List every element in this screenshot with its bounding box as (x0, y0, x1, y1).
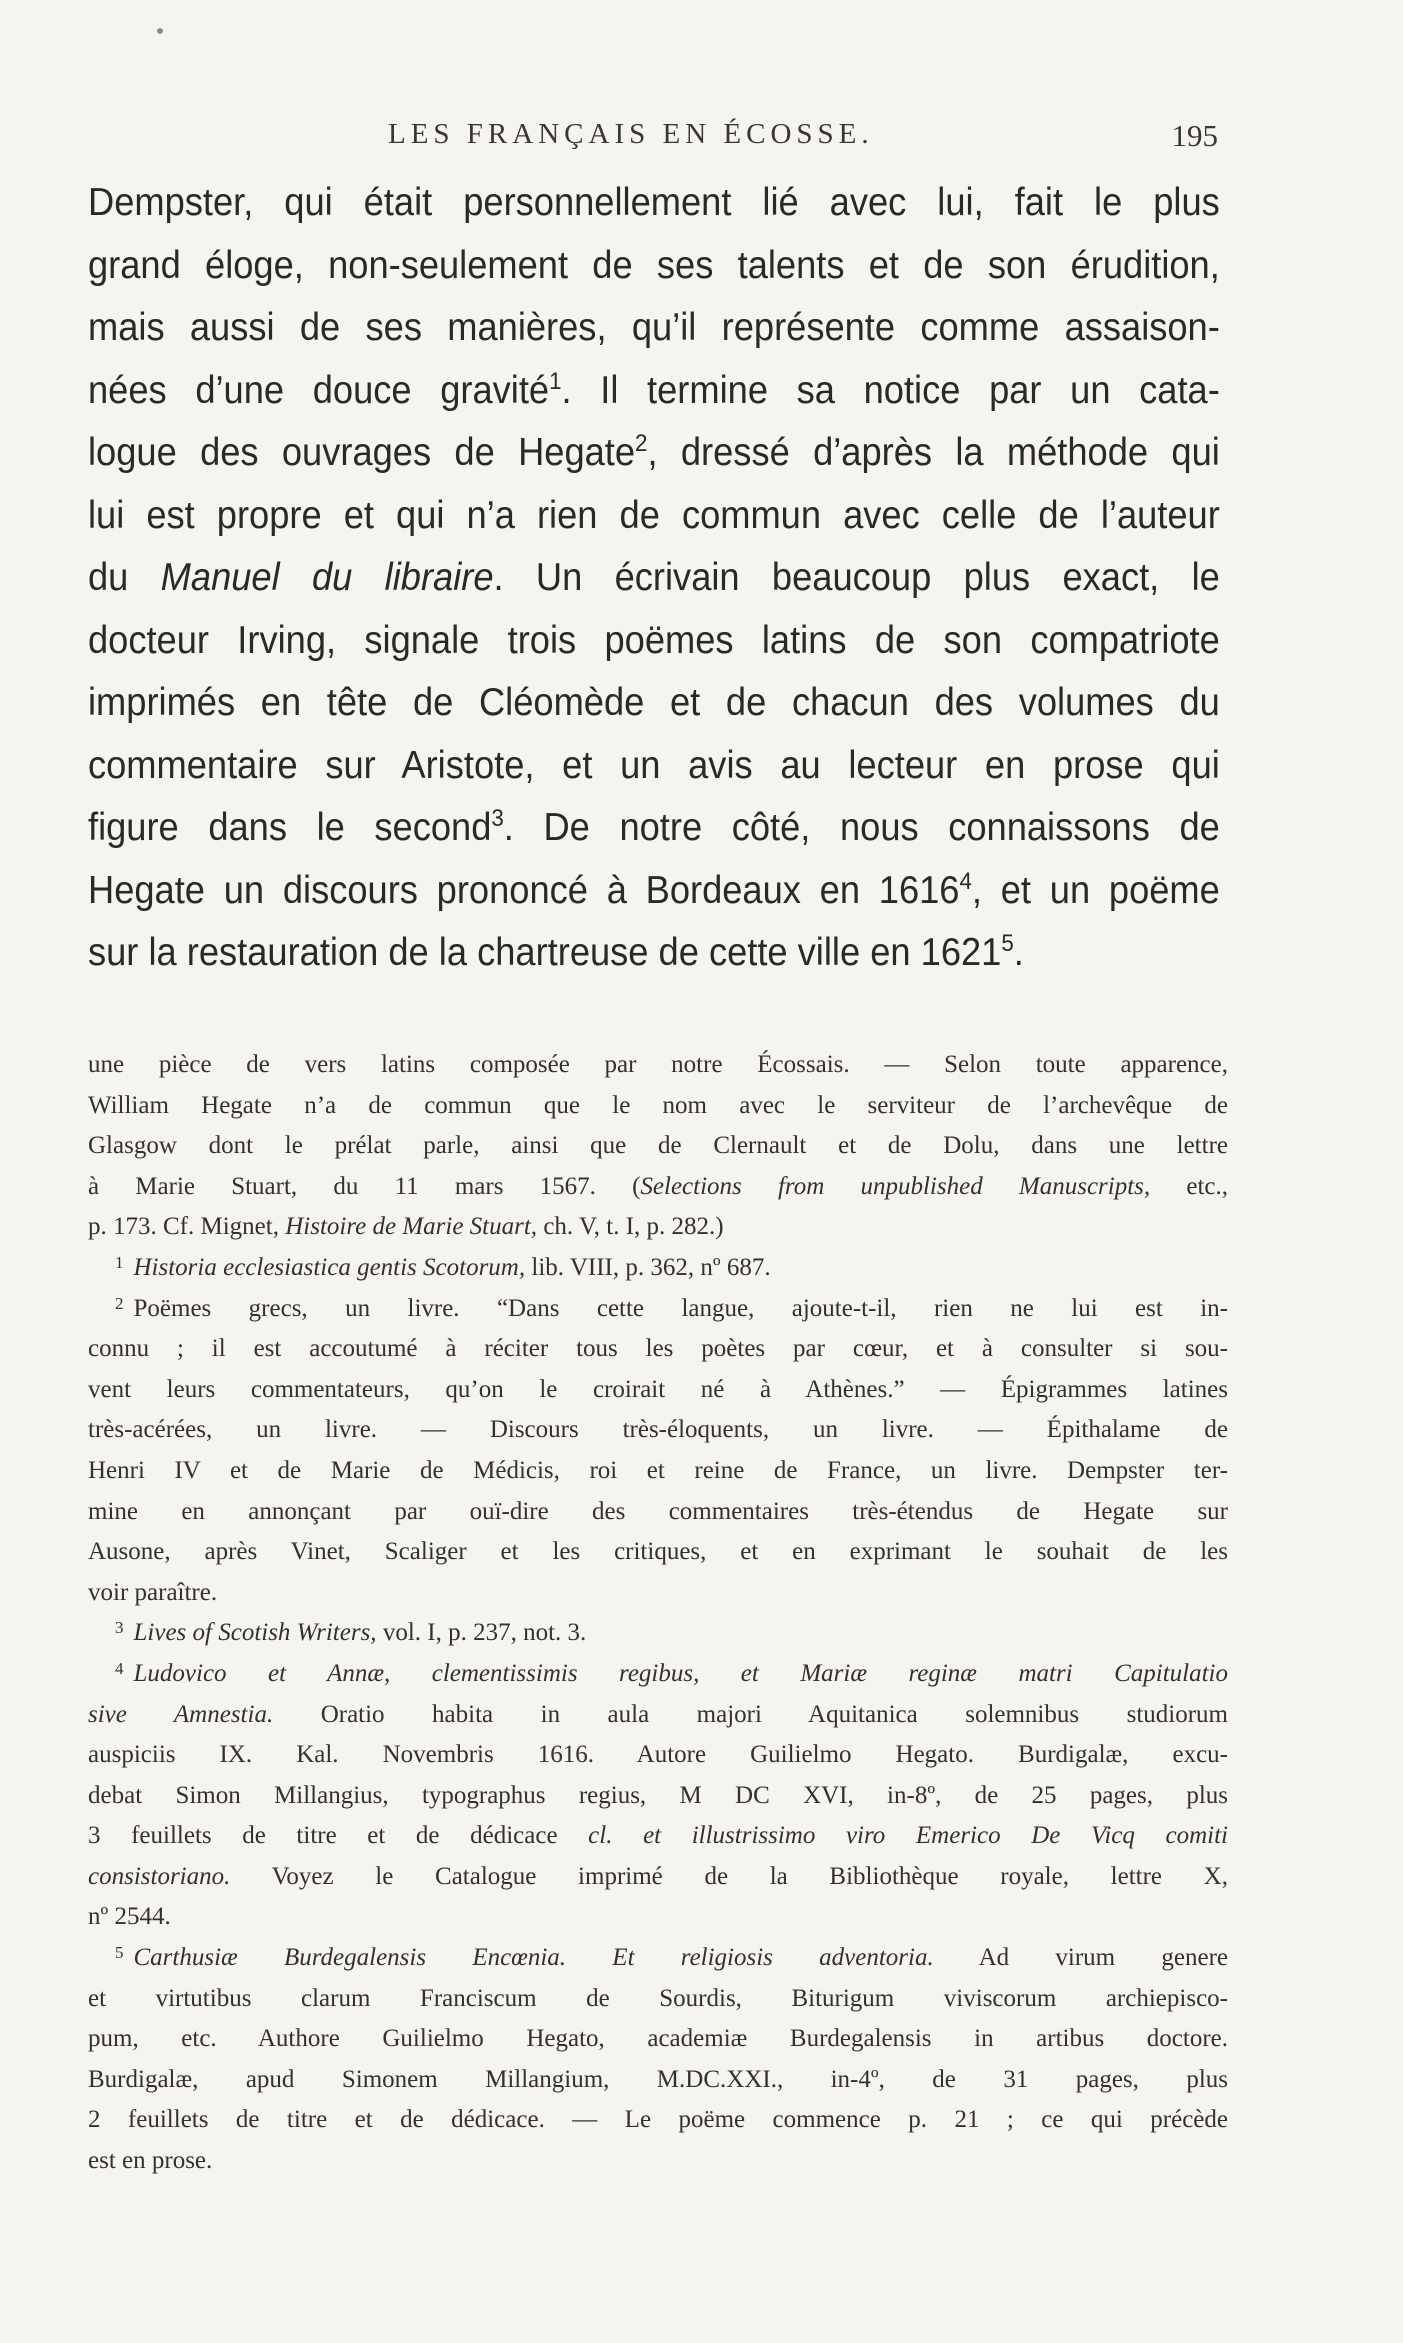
footnote-5-text-1: Ad virum genere (933, 1944, 1228, 1972)
note-continued-4-a: à Marie Stuart, du 11 mars 1567. ( (88, 1172, 641, 1200)
page-number: 195 (1171, 118, 1218, 153)
page-header (88, 118, 1218, 158)
main-paragraph (88, 172, 1220, 985)
footnote-4-italic-1: Ludovico et Annæ, clementissimis regibus, et Mariæ reginæ matri Capitulatio (133, 1659, 1228, 1687)
body-line-13-b: . (1013, 931, 1024, 974)
footnote-2-line-7: Ausone, après Vinet, Scaliger et les critiques, et en exprimant le souhait de les (88, 1538, 1228, 1566)
note-continued-4-italic: Selections from unpublished Manuscripts, (640, 1172, 1151, 1200)
footnote-1-italic: Historia ecclesiastica gentis Scotorum, (133, 1253, 526, 1281)
body-line-12 (88, 860, 1220, 923)
note-continued-5-b: ch. V, t. I, p. 282.) (537, 1213, 724, 1241)
body-line-2: grand éloge, non-seulement de ses talents et de son érudition, (88, 243, 1220, 287)
body-line-5-a: logue des ouvrages de Hegate (88, 431, 636, 474)
body-line-11-b: . De notre côté, nous connaissons de (503, 806, 1220, 849)
footnote-4-text-6: Voyez le Catalogue imprimé de la Bibliothèque royale, lettre X, (230, 1862, 1228, 1890)
body-line-1: Dempster, qui était personnellement lié avec lui, fait le plus (88, 181, 1220, 224)
footnote-5-italic: Carthusiæ Burdegalensis Encœnia. Et religiosis adventoria. (133, 1944, 934, 1972)
footnote-4-text-5: 3 feuillets de titre et de dédicace (88, 1822, 589, 1850)
body-line-3: mais aussi de ses manières, qu’il représente comme assaison- (88, 306, 1220, 349)
footnote-4-number: 4 (115, 1658, 124, 1678)
note-continued-line-5 (88, 1207, 1228, 1248)
body-line-5-b: , dressé d’après la méthode qui (647, 431, 1220, 474)
footnotes (88, 1045, 1228, 2182)
body-line-10: commentaire sur Aristote, et un avis au lecteur en prose qui (88, 743, 1220, 787)
note-continued-line-1: une pièce de vers latins composée par notre Écossais. — Selon toute apparence, (88, 1051, 1228, 1078)
body-line-7 (88, 547, 1220, 610)
body-line-4-a: nées d’une douce gravité (88, 368, 550, 412)
footnote-2-number: 2 (115, 1293, 124, 1313)
footnote-2-line-5: Henri IV et de Marie de Médicis, roi et reine de France, un livre. Dempster ter- (88, 1456, 1228, 1484)
footnote-4-line-4: debat Simon Millangius, typographus regius, M DC XVI, in-8º, de 25 pages, plus (88, 1781, 1228, 1809)
footnote-2-line-8: voir paraître. (88, 1578, 218, 1606)
footnote-3-italic: Lives of Scotish Writers, (133, 1619, 377, 1647)
footnote-5-line-4: Burdigalæ, apud Simonem Millangium, M.DC.XXI., in-4º, de 31 pages, plus (88, 2065, 1228, 2093)
footnote-2-line-2: connu ; il est accoutumé à réciter tous les poètes par cœur, et à consulter si sou- (88, 1335, 1228, 1363)
note-continued-5-a: p. 173. Cf. Mignet, (88, 1213, 286, 1241)
footnote-4-text-2: Oratio habita in aula majori Aquitanica solemnibus studiorum (273, 1700, 1228, 1728)
footnote-1-text: lib. VIII, p. 362, nº 687. (525, 1253, 771, 1281)
footnote-2-text-1: Poëmes grecs, un livre. “Dans cette langue, ajoute-t-il, rien ne lui est in- (133, 1294, 1228, 1322)
note-continued-line-2: William Hegate n’a de commun que le nom avec le serviteur de l’archevêque de (88, 1091, 1228, 1119)
body-line-13-a: sur la restauration de la chartreuse de cette ville en 1621 (88, 931, 1002, 974)
footnote-5-number: 5 (115, 1943, 124, 1963)
footnote-4-line-1 (88, 1654, 1228, 1695)
note-continued-4-b: etc., (1150, 1172, 1228, 1200)
body-line-11 (88, 797, 1220, 860)
footnote-4-italic-5: cl. et illustrissimo viro Emerico De Vicq comiti (588, 1822, 1228, 1850)
footnote-ref-1: 1 (549, 367, 562, 395)
body-line-5 (88, 422, 1220, 485)
paper-speck (157, 28, 163, 34)
footnote-4-line-2 (88, 1695, 1228, 1736)
footnote-5-line-6: est en prose. (88, 2147, 213, 2175)
body-line-12-b: , et un poëme (971, 868, 1220, 912)
body-line-7-a: du (88, 556, 161, 599)
footnote-3-number: 3 (115, 1618, 124, 1638)
footnote-1-number: 1 (115, 1252, 124, 1272)
footnote-4-line-7: nº 2544. (88, 1903, 171, 1931)
footnote-2-line-1 (88, 1289, 1228, 1330)
book-title-manuel: Manuel du libraire (160, 556, 494, 599)
footnote-5-line-5: 2 feuillets de titre et de dédicace. — Le poëme commence p. 21 ; ce qui précède (88, 2106, 1228, 2134)
footnote-4-line-5 (88, 1816, 1228, 1857)
body-line-9: imprimés en tête de Cléomède et de chacun des volumes du (88, 681, 1220, 724)
footnote-2-line-4: très-acérées, un livre. — Discours très-éloquents, un livre. — Épithalame de (88, 1416, 1228, 1444)
footnote-4-line-6 (88, 1857, 1228, 1898)
body-line-13 (88, 922, 1220, 985)
body-line-4-b: . Il termine sa notice par un cata- (561, 368, 1220, 412)
footnote-2-line-6: mine en annonçant par ouï-dire des commentaires très-étendus de Hegate sur (88, 1497, 1228, 1525)
footnote-3 (88, 1613, 1228, 1654)
footnote-5-line-1 (88, 1938, 1228, 1979)
footnote-4-italic-2: sive Amnestia. (88, 1700, 274, 1728)
footnote-2-line-3: vent leurs commentateurs, qu’on le croirait né à Athènes.” — Épigrammes latines (88, 1375, 1228, 1403)
body-line-8: docteur Irving, signale trois poëmes latins de son compatriote (88, 618, 1220, 662)
running-title: LES FRANÇAIS EN ÉCOSSE. (388, 118, 874, 150)
footnote-4-italic-6: consistoriano. (88, 1862, 231, 1890)
footnote-ref-5: 5 (1001, 930, 1014, 957)
note-continued-5-italic: Histoire de Marie Stuart, (285, 1213, 538, 1241)
footnote-ref-4: 4 (959, 867, 972, 895)
body-line-6: lui est propre et qui n’a rien de commun avec celle de l’auteur (88, 493, 1220, 537)
footnote-1 (88, 1248, 1228, 1289)
body-line-7-b: . Un écrivain beaucoup plus exact, le (493, 556, 1220, 599)
footnote-4-line-3: auspiciis IX. Kal. Novembris 1616. Autore Guilielmo Hegato. Burdigalæ, excu- (88, 1741, 1228, 1769)
footnote-ref-2: 2 (635, 430, 648, 457)
body-line-4 (88, 360, 1220, 423)
note-continued-line-3: Glasgow dont le prélat parle, ainsi que de Clernault et de Dolu, dans une lettre (88, 1132, 1228, 1160)
note-continued-line-4 (88, 1167, 1228, 1208)
footnote-ref-3: 3 (491, 805, 504, 832)
footnote-5-line-2: et virtutibus clarum Franciscum de Sourdis, Biturigum viviscorum archiepisco- (88, 1984, 1228, 2012)
footnote-5-line-3: pum, etc. Authore Guilielmo Hegato, academiæ Burdegalensis in artibus doctore. (88, 2025, 1228, 2053)
body-line-12-a: Hegate un discours prononcé à Bordeaux en 1616 (88, 868, 960, 912)
body-line-11-a: figure dans le second (88, 806, 492, 849)
footnote-3-text: vol. I, p. 237, not. 3. (376, 1619, 587, 1647)
